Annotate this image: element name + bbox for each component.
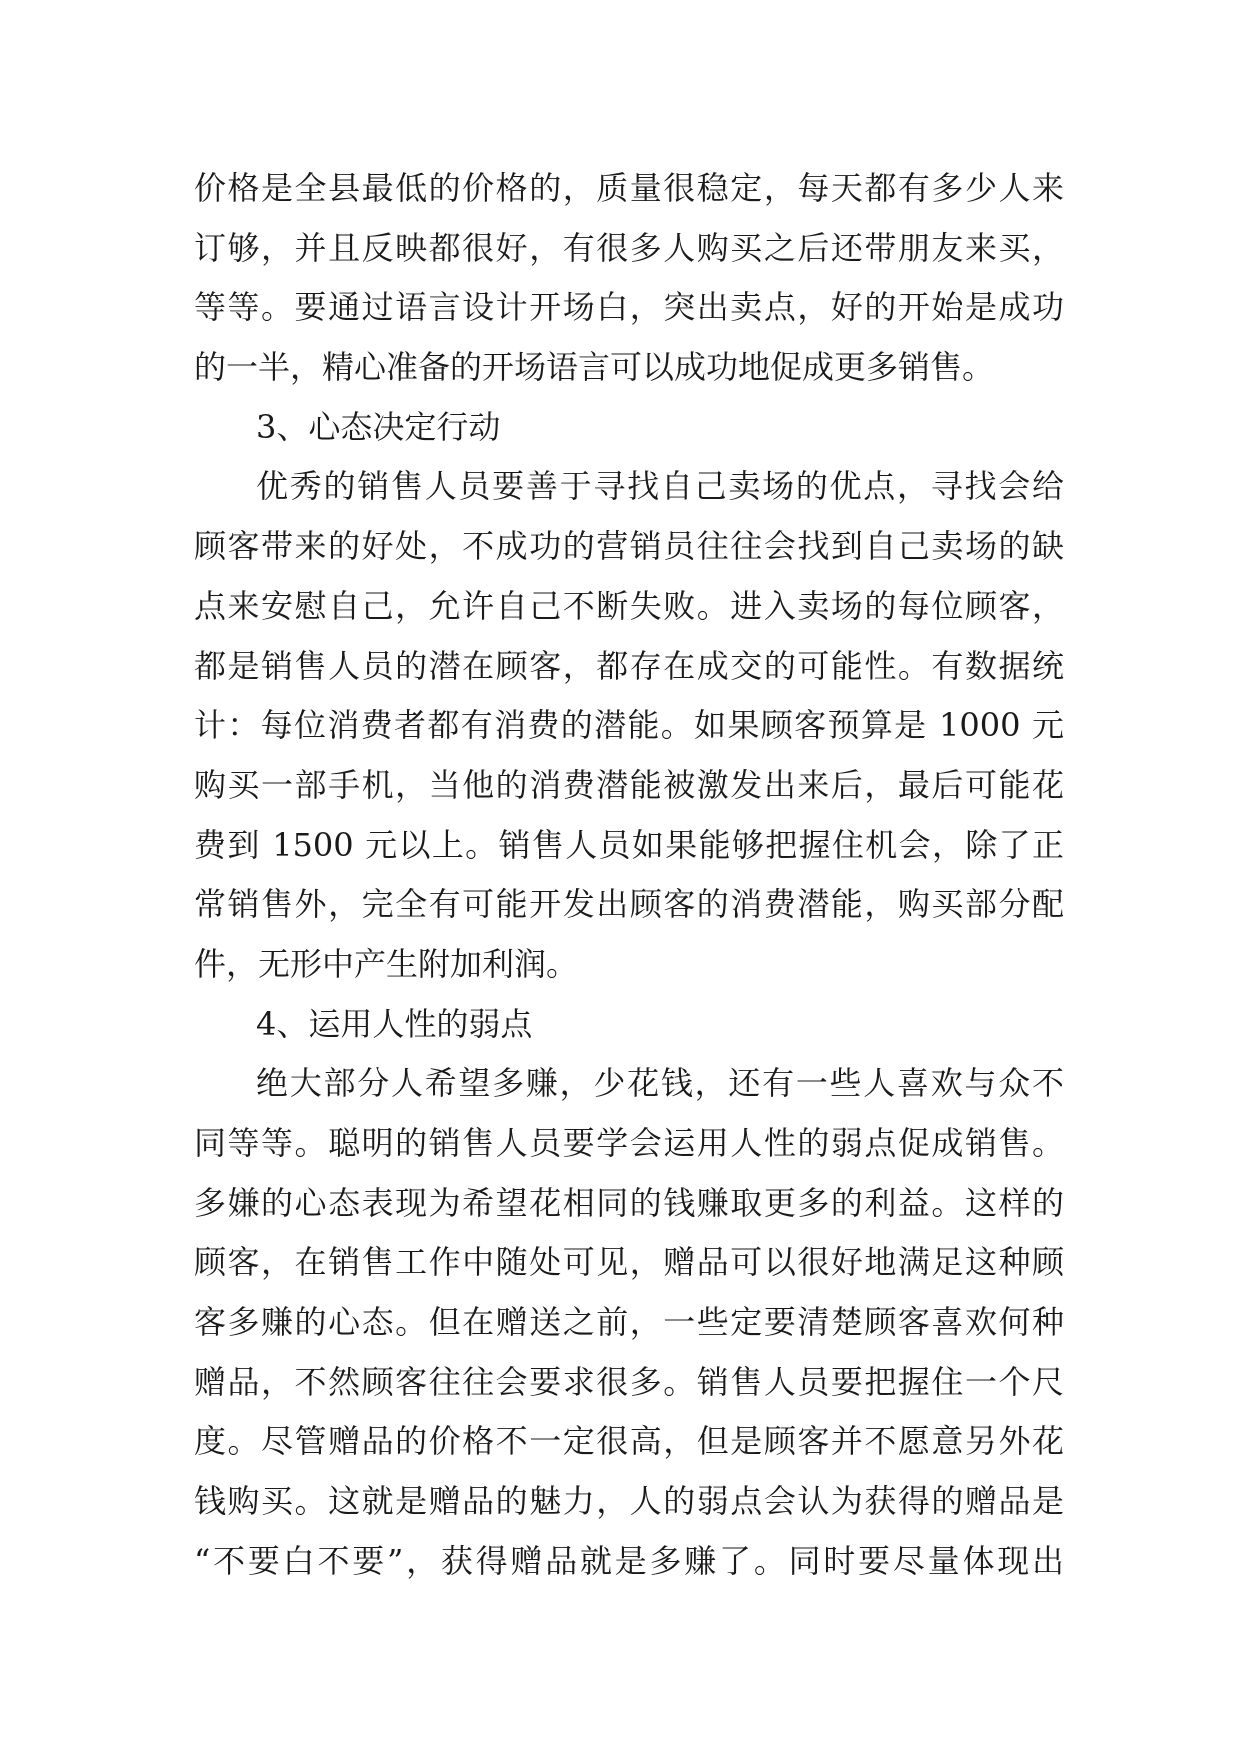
text-line: 等等。要通过语言设计开场白，突出卖点，好的开始是成功 — [194, 288, 1064, 327]
body-text — [194, 159, 1064, 1592]
text-line: 常销售外，完全有可能开发出顾客的消费潜能，购买部分配 — [194, 885, 1064, 924]
text-line: 客多赚的心态。但在赠送之前，一些定要清楚顾客喜欢何种 — [194, 1303, 1064, 1342]
text-line: 价格是全县最低的价格的，质量很稳定，每天都有多少人来 — [194, 169, 1064, 207]
text-line: 点来安慰自己，允许自己不断失败。进入卖场的每位顾客， — [194, 586, 1064, 625]
text-line: 顾客带来的好处，不成功的营销员往往会找到自己卖场的缺 — [194, 527, 1064, 566]
text-line: 顾客，在销售工作中随处可见，赠品可以很好地满足这种顾 — [194, 1243, 1064, 1282]
text-line: 同等等。聪明的销售人员要学会运用人性的弱点促成销售。 — [194, 1124, 1064, 1162]
text-line: 订够，并且反映都很好，有很多人购买之后还带朋友来买， — [194, 228, 1064, 267]
text-line: 优秀的销售人员要善于寻找自己卖场的优点，寻找会给 — [256, 467, 1064, 506]
section-heading: 4、运用人性的弱点 — [256, 1004, 533, 1043]
text-line: 费到 1500 元以上。销售人员如果能够把握住机会，除了正 — [194, 825, 1064, 864]
text-line: 绝大部分人希望多赚，少花钱，还有一些人喜欢与众不 — [256, 1064, 1064, 1103]
text-line: 都是销售人员的潜在顾客，都存在成交的可能性。有数据统 — [194, 646, 1064, 685]
section-heading: 3、心态决定行动 — [256, 407, 501, 446]
text-line: 购买一部手机，当他的消费潜能被激发出来后，最后可能花 — [194, 765, 1064, 804]
text-line: 钱购买。这就是赠品的魅力，人的弱点会认为获得的赠品是 — [194, 1482, 1064, 1521]
text-line: 赠品，不然顾客往往会要求很多。销售人员要把握住一个尺 — [194, 1362, 1064, 1401]
text-line: 的一半，精心准备的开场语言可以成功地促成更多销售。 — [194, 348, 995, 387]
text-line: 计：每位消费者都有消费的潜能。如果顾客预算是 1000 元 — [194, 706, 1064, 745]
text-line: 度。尽管赠品的价格不一定很高，但是顾客并不愿意另外花 — [194, 1422, 1064, 1461]
text-line: 件，无形中产生附加利润。 — [194, 944, 579, 983]
text-line: “不要白不要”，获得赠品就是多赚了。同时要尽量体现出 — [194, 1541, 1064, 1580]
text-line: 多嫌的心态表现为希望花相同的钱赚取更多的利益。这样的 — [194, 1183, 1064, 1222]
